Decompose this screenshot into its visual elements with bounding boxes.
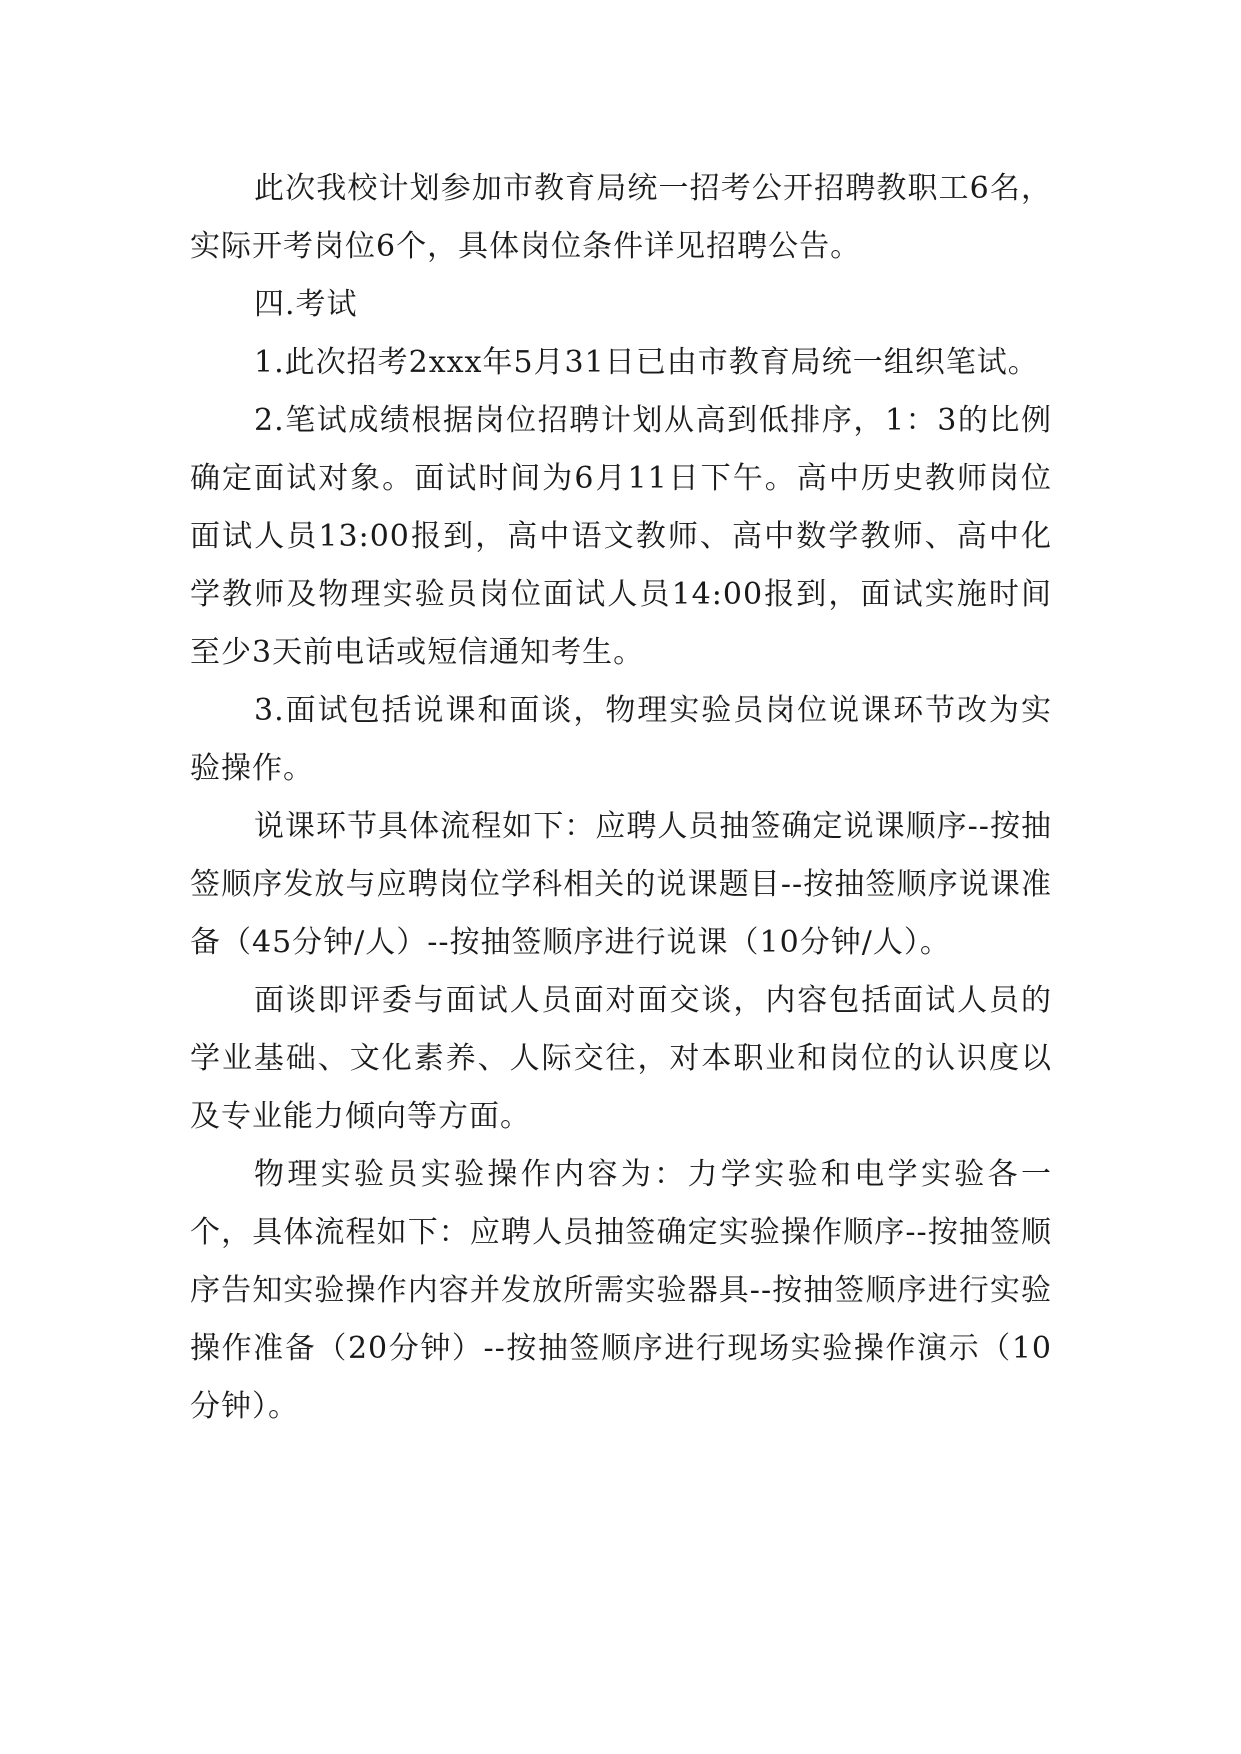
paragraph-lab-operation: 物理实验员实验操作内容为：力学实验和电学实验各一个，具体流程如下：应聘人员抽签确定实验操作顺序--按抽签顺序告知实验操作内容并发放所需实验器具--按抽签顺序进行实验操作准备（20分钟）--按抽签顺序进行现场实验操作演示（10分钟）。: [190, 1157, 1052, 1424]
paragraph-recruitment-plan: 此次我校计划参加市教育局统一招考公开招聘教职工6名，实际开考岗位6个，具体岗位条件详见招聘公告。: [190, 171, 1052, 264]
paragraph-interview-schedule: 2.笔试成绩根据岗位招聘计划从高到低排序，1：3的比例确定面试对象。面试时间为6月11日下午。高中历史教师岗位面试人员13:00报到，高中语文教师、高中数学教师、高中化学教师及物理实验员岗位面试人员14:00报到，面试实施时间至少3天前电话或短信通知考生。: [190, 403, 1052, 670]
paragraph-written-exam: 1.此次招考2xxx年5月31日已由市教育局统一组织笔试。: [254, 345, 1039, 380]
paragraph-face-to-face-talk: 面谈即评委与面试人员面对面交谈，内容包括面试人员的学业基础、文化素养、人际交往，对本职业和岗位的认识度以及专业能力倾向等方面。: [190, 983, 1052, 1134]
paragraph-interview-content: 3.面试包括说课和面谈，物理实验员岗位说课环节改为实验操作。: [190, 693, 1052, 786]
paragraph-lecture-process: 说课环节具体流程如下：应聘人员抽签确定说课顺序--按抽签顺序发放与应聘岗位学科相关的说课题目--按抽签顺序说课准备（45分钟/人）--按抽签顺序进行说课（10分钟/人）。: [190, 809, 1052, 960]
section-heading-exam: 四.考试: [254, 287, 358, 322]
document-body: [190, 160, 1052, 1436]
